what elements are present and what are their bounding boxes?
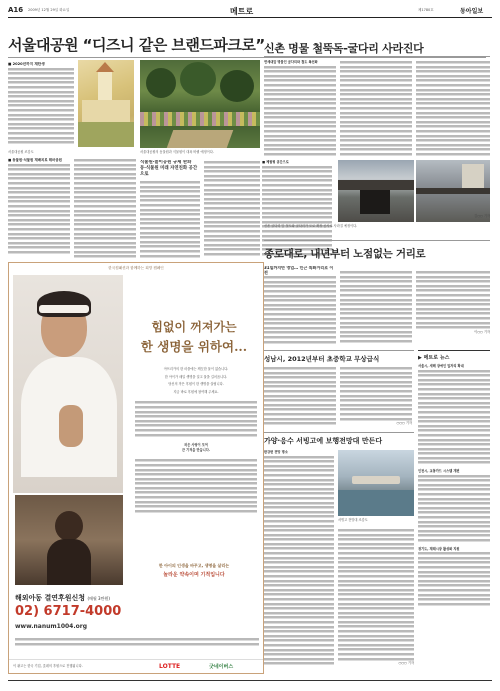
page-number: A16 — [8, 6, 24, 14]
ad-headline-2: 한 생명을 위하여... — [140, 339, 248, 354]
briefs-box — [418, 350, 490, 670]
left-photo-caption: 서울대공원 조감도 — [8, 150, 34, 154]
sinchon-photo-2 — [416, 160, 490, 222]
right-bottom-caption: 서빙고 전망대 조감도 — [338, 518, 368, 522]
right-top-subhead: 연세대앞 명물인 굴다리와 철도 복선화 — [264, 60, 318, 64]
ad-quote-2: 큰 기적을 만듭니다. — [181, 447, 211, 452]
ad-body-line: 한 아이가 매일 생명을 걸고 물을 길어옵니다. — [164, 374, 228, 379]
train-track — [416, 188, 490, 194]
child-figure — [55, 511, 83, 541]
right-bottom-subhead: 한강변 전망 명소 — [264, 450, 288, 454]
hair — [37, 291, 91, 317]
masthead — [8, 6, 492, 18]
right-bottom-title: 가양·응수 서빙고에 보행전망대 만든다 — [264, 437, 383, 445]
ad-footer — [9, 659, 263, 673]
right-bottom-col-1 — [264, 450, 334, 670]
left-subhead-2: ■ 동물원·식물원 재배치로 테마공원 — [8, 158, 62, 162]
castle-wall — [82, 100, 130, 122]
center-column-2 — [204, 160, 260, 260]
left-column-2 — [8, 158, 70, 258]
right-top-divider — [264, 56, 490, 57]
ad-slogan-2: 놀라운 약속이며 기적입니다 — [163, 572, 225, 578]
text-lines — [8, 67, 74, 145]
ad-fine-print — [15, 637, 259, 646]
paper-name: 동아일보 — [460, 8, 484, 15]
headband — [39, 305, 89, 313]
garden — [78, 122, 134, 147]
right-low-divider — [264, 350, 414, 351]
brief-item: 인천시, 교통카드 시스템 개편 — [418, 469, 460, 474]
ad-top-text: 한국컴패션과 함께하는 희망 캠페인 — [108, 266, 164, 270]
hand — [59, 405, 83, 447]
ad-body — [135, 367, 257, 513]
observatory-photo — [338, 450, 414, 516]
right-low-col-2 — [340, 366, 412, 428]
garden-photo — [140, 60, 260, 148]
right-top-col-3 — [416, 60, 490, 160]
issue-number: 제1780호 — [418, 8, 434, 12]
sinchon-photo-1 — [338, 160, 414, 222]
right-top-title: 신촌 명물 철뚝독-굴다리 사라진다 — [264, 42, 424, 55]
right-top-col-2 — [340, 60, 412, 160]
left-article-title: 서울대공원 “디즈니 같은 브랜드파크로” — [8, 36, 265, 54]
tree-3 — [220, 70, 254, 102]
center-headline-2: 동·식물원 미래 자연친화 공간으로 — [140, 166, 198, 177]
brief-item: 경기도, 재래시장 활성화 지원 — [418, 546, 460, 551]
ad-quote-1: 작은 사랑이 모여 — [184, 443, 208, 448]
brief-item: 서울시, 새해 장애인 일자리 확대 — [418, 364, 464, 368]
right-mid-col-3 — [416, 270, 490, 346]
ad-phone: 02) 6717-4000 — [15, 604, 122, 619]
center-sub: ■ 체험형 공간으로 — [262, 160, 289, 164]
right-bottom-divider — [264, 432, 414, 433]
right-bottom-credit: ○○○ 기자 — [398, 661, 414, 666]
ad-headline-1: 힘없이 꺼져가는 — [151, 320, 237, 334]
ad-org-sub: (매월 3만원) — [87, 596, 110, 601]
building — [462, 164, 484, 188]
briefs-title: ▶ 메트로 뉴스 — [418, 355, 450, 361]
masthead-date: 2009년 12월 29일 화요일 — [28, 8, 70, 12]
ad-slogan-1: 한 아이의 인생을 바꾸고, 생명을 살리는 — [158, 563, 230, 568]
deck — [352, 476, 400, 484]
center-column-1 — [140, 160, 200, 260]
center-headline-1: 식물원·놀이공원 규제 완화 — [140, 160, 192, 165]
section-title: 메트로 — [230, 7, 254, 16]
ad-org — [15, 593, 175, 603]
tree-2 — [180, 62, 216, 96]
right-low-credit: ○○○ 기자 — [396, 421, 412, 426]
bottom-rule — [8, 680, 492, 681]
right-mid-credit: 이○○ 기자 — [474, 329, 490, 334]
goodneighbors-logo: 굿네이버스 — [209, 664, 234, 670]
path — [167, 130, 234, 148]
right-mid-title: 종로대로, 내년부터 노점없는 거리로 — [264, 248, 426, 260]
right-low-title: 성남시, 2012년부터 초중학교 무상급식 — [264, 355, 380, 363]
left-subhead: ■ 2020년까지 재탄생 — [8, 62, 45, 66]
ad-child-photo — [15, 495, 123, 585]
theme-park-photo — [78, 60, 134, 147]
overpass — [338, 180, 414, 190]
left-column-1 — [8, 62, 74, 147]
ad-body-line: 아프리카의 한 마을에는 깨끗한 물이 없습니다. — [163, 367, 229, 371]
ad-portrait — [13, 275, 123, 493]
left-divider — [8, 57, 486, 58]
ad-url[interactable]: www.nanum1004.org — [15, 623, 87, 630]
right-low-col-1 — [264, 366, 336, 428]
ad-body-line: 지금 바로 후원에 참여해 주세요. — [173, 389, 219, 394]
center-column-3 — [262, 160, 332, 260]
lotte-logo: LOTTE — [159, 663, 181, 670]
child-body — [47, 539, 91, 585]
left-column-3 — [74, 158, 136, 258]
right-top-caption: 신촌 굴다리 앞 철도와 굴다리가 도로 확장 공사로 사라질 예정이다. — [264, 224, 358, 228]
underpass — [360, 190, 390, 214]
flowers — [140, 112, 260, 126]
right-bottom-col-2 — [338, 528, 414, 670]
right-top-credit: 김○○ 기자 — [474, 214, 490, 218]
right-mid-subhead: 31일까지만 영업… 인근 특화거리로 이전 — [264, 266, 334, 275]
right-mid-col-1 — [264, 266, 336, 346]
ad-org-label: 해외아동 결연후원신청 — [15, 594, 86, 602]
castle-roof — [96, 62, 114, 72]
right-mid-col-2 — [340, 270, 412, 346]
right-mid-top-divider — [264, 240, 490, 241]
charity-ad — [8, 262, 264, 674]
ad-body-line: 당신의 작은 후원이 한 생명을 살립니다. — [168, 382, 224, 387]
river — [338, 490, 414, 516]
right-top-col-1 — [264, 60, 336, 160]
tree-1 — [146, 68, 176, 98]
ad-footer-note: 이 광고는 한국 기업, 롯데의 후원으로 진행됩니다. — [13, 664, 83, 668]
center-photo-caption: 서울대공원의 동물원과 식물원이 대폭 바뀔 예정이다. — [140, 150, 214, 154]
